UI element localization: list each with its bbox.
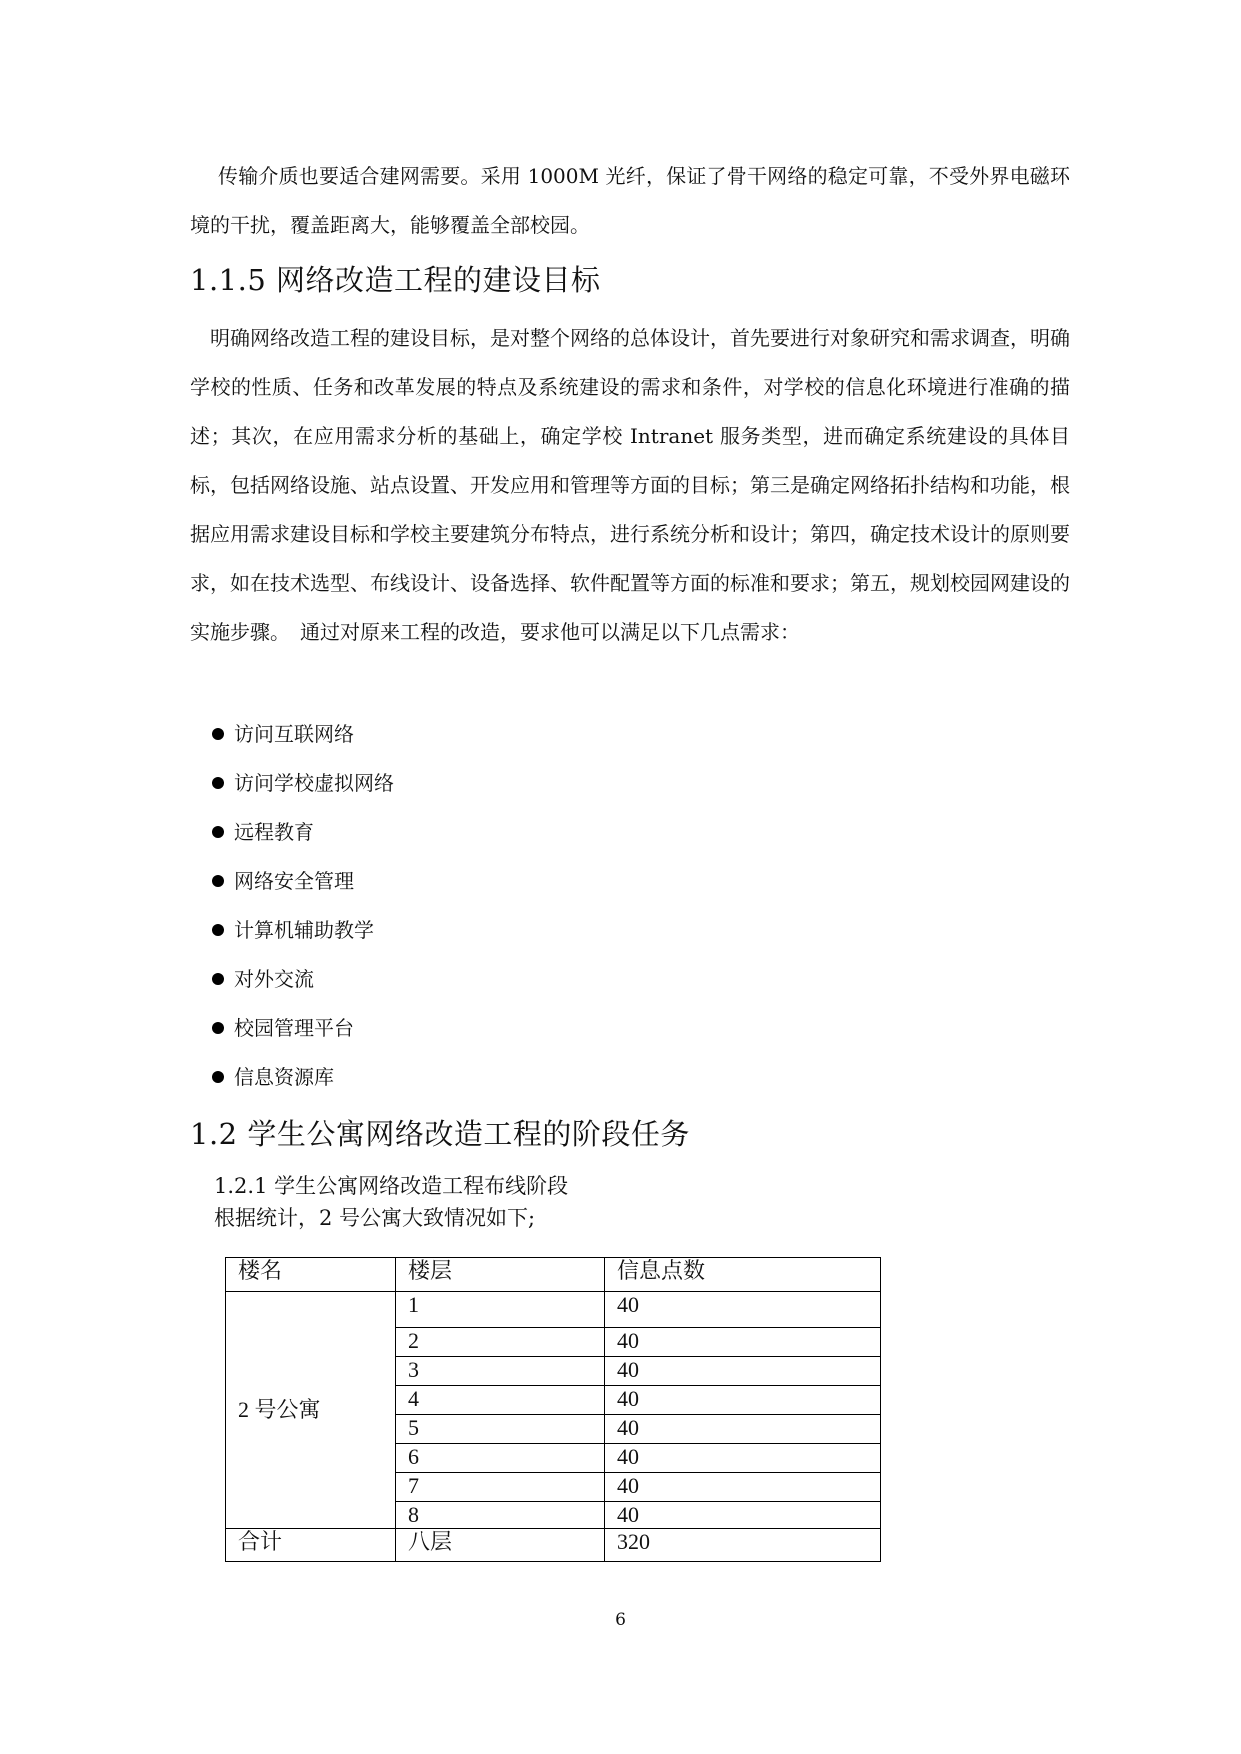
list-item (212, 1004, 394, 1053)
header-points: 信息点数 (605, 1258, 881, 1292)
floor-cell: 7 (396, 1473, 605, 1502)
points-cell: 40 (605, 1502, 881, 1529)
requirement-text: 访问学校虚拟网络 (234, 771, 394, 795)
list-item (212, 1053, 394, 1102)
total-floors-cell: 八层 (396, 1529, 605, 1562)
floor-cell: 5 (396, 1415, 605, 1444)
statistics-note: 根据统计，2 号公寓大致情况如下; (214, 1206, 536, 1230)
points-cell: 40 (605, 1357, 881, 1386)
header-building: 楼名 (226, 1258, 396, 1292)
points-cell: 40 (605, 1328, 881, 1357)
building-name-cell: 2 号公寓 (226, 1292, 396, 1529)
floor-cell: 3 (396, 1357, 605, 1386)
section-heading-1-2: 1.2 学生公寓网络改造工程的阶段任务 (190, 1117, 690, 1151)
points-cell: 40 (605, 1292, 881, 1328)
floor-cell: 2 (396, 1328, 605, 1357)
bullet-icon (212, 1022, 224, 1034)
intro-paragraph: 传输介质也要适合建网需要。采用 1000M 光纤，保证了骨干网络的稳定可靠，不受外界电磁环境的干扰，覆盖距离大，能够覆盖全部校园。 (190, 164, 1070, 237)
list-item (212, 955, 394, 1004)
list-item (212, 710, 394, 759)
section-heading-1-1-5: 1.1.5 网络改造工程的建设目标 (190, 263, 601, 297)
page-number: 6 (615, 1610, 626, 1630)
requirement-text: 计算机辅助教学 (234, 918, 374, 942)
bullet-icon (212, 1071, 224, 1083)
points-cell: 40 (605, 1415, 881, 1444)
bullet-icon (212, 924, 224, 936)
total-points-cell: 320 (605, 1529, 881, 1562)
requirements-list (212, 710, 394, 1102)
requirement-text: 访问互联网络 (234, 722, 354, 746)
table-row (226, 1292, 881, 1328)
points-cell: 40 (605, 1473, 881, 1502)
list-item (212, 857, 394, 906)
table-total-row (226, 1529, 881, 1562)
requirement-text: 信息资源库 (234, 1065, 334, 1089)
header-floor: 楼层 (396, 1258, 605, 1292)
floor-cell: 1 (396, 1292, 605, 1328)
apartment-info-table (225, 1257, 881, 1562)
floor-cell: 8 (396, 1502, 605, 1529)
bullet-icon (212, 875, 224, 887)
bullet-icon (212, 728, 224, 740)
requirement-text: 校园管理平台 (234, 1016, 354, 1040)
requirement-text: 网络安全管理 (234, 869, 354, 893)
list-item (212, 808, 394, 857)
points-cell: 40 (605, 1386, 881, 1415)
list-item (212, 759, 394, 808)
points-cell: 40 (605, 1444, 881, 1473)
requirement-text: 远程教育 (234, 820, 314, 844)
total-label-cell: 合计 (226, 1529, 396, 1562)
floor-cell: 4 (396, 1386, 605, 1415)
goal-paragraph: 明确网络改造工程的建设目标，是对整个网络的总体设计，首先要进行对象研究和需求调查，明确学校的性质、任务和改革发展的特点及系统建设的需求和条件，对学校的信息化环境进行准确的描述；其次，在应用需求分析的基础上，确定学校 Intranet 服务类型，进而确定系统建设的具体目标，包括网络设施、站点设置、开发应用和管理等方面的目标；第三是确定网络拓扑结构和功能，根据应用需求建设目标和学校主要建筑分布特点，进行系统分析和设计；第四，确定技术设计的原则要求，如在技术选型、布线设计、设备选择、软件配置等方面的标准和要求；第五，规划校园网建设的实施步骤。 通过对原来工程的改造，要求他可以满足以下几点需求： (190, 326, 1070, 644)
bullet-icon (212, 777, 224, 789)
list-item (212, 906, 394, 955)
table-header-row (226, 1258, 881, 1292)
bullet-icon (212, 973, 224, 985)
requirement-text: 对外交流 (234, 967, 314, 991)
floor-cell: 6 (396, 1444, 605, 1473)
bullet-icon (212, 826, 224, 838)
subsection-heading-1-2-1: 1.2.1 学生公寓网络改造工程布线阶段 (214, 1174, 569, 1198)
